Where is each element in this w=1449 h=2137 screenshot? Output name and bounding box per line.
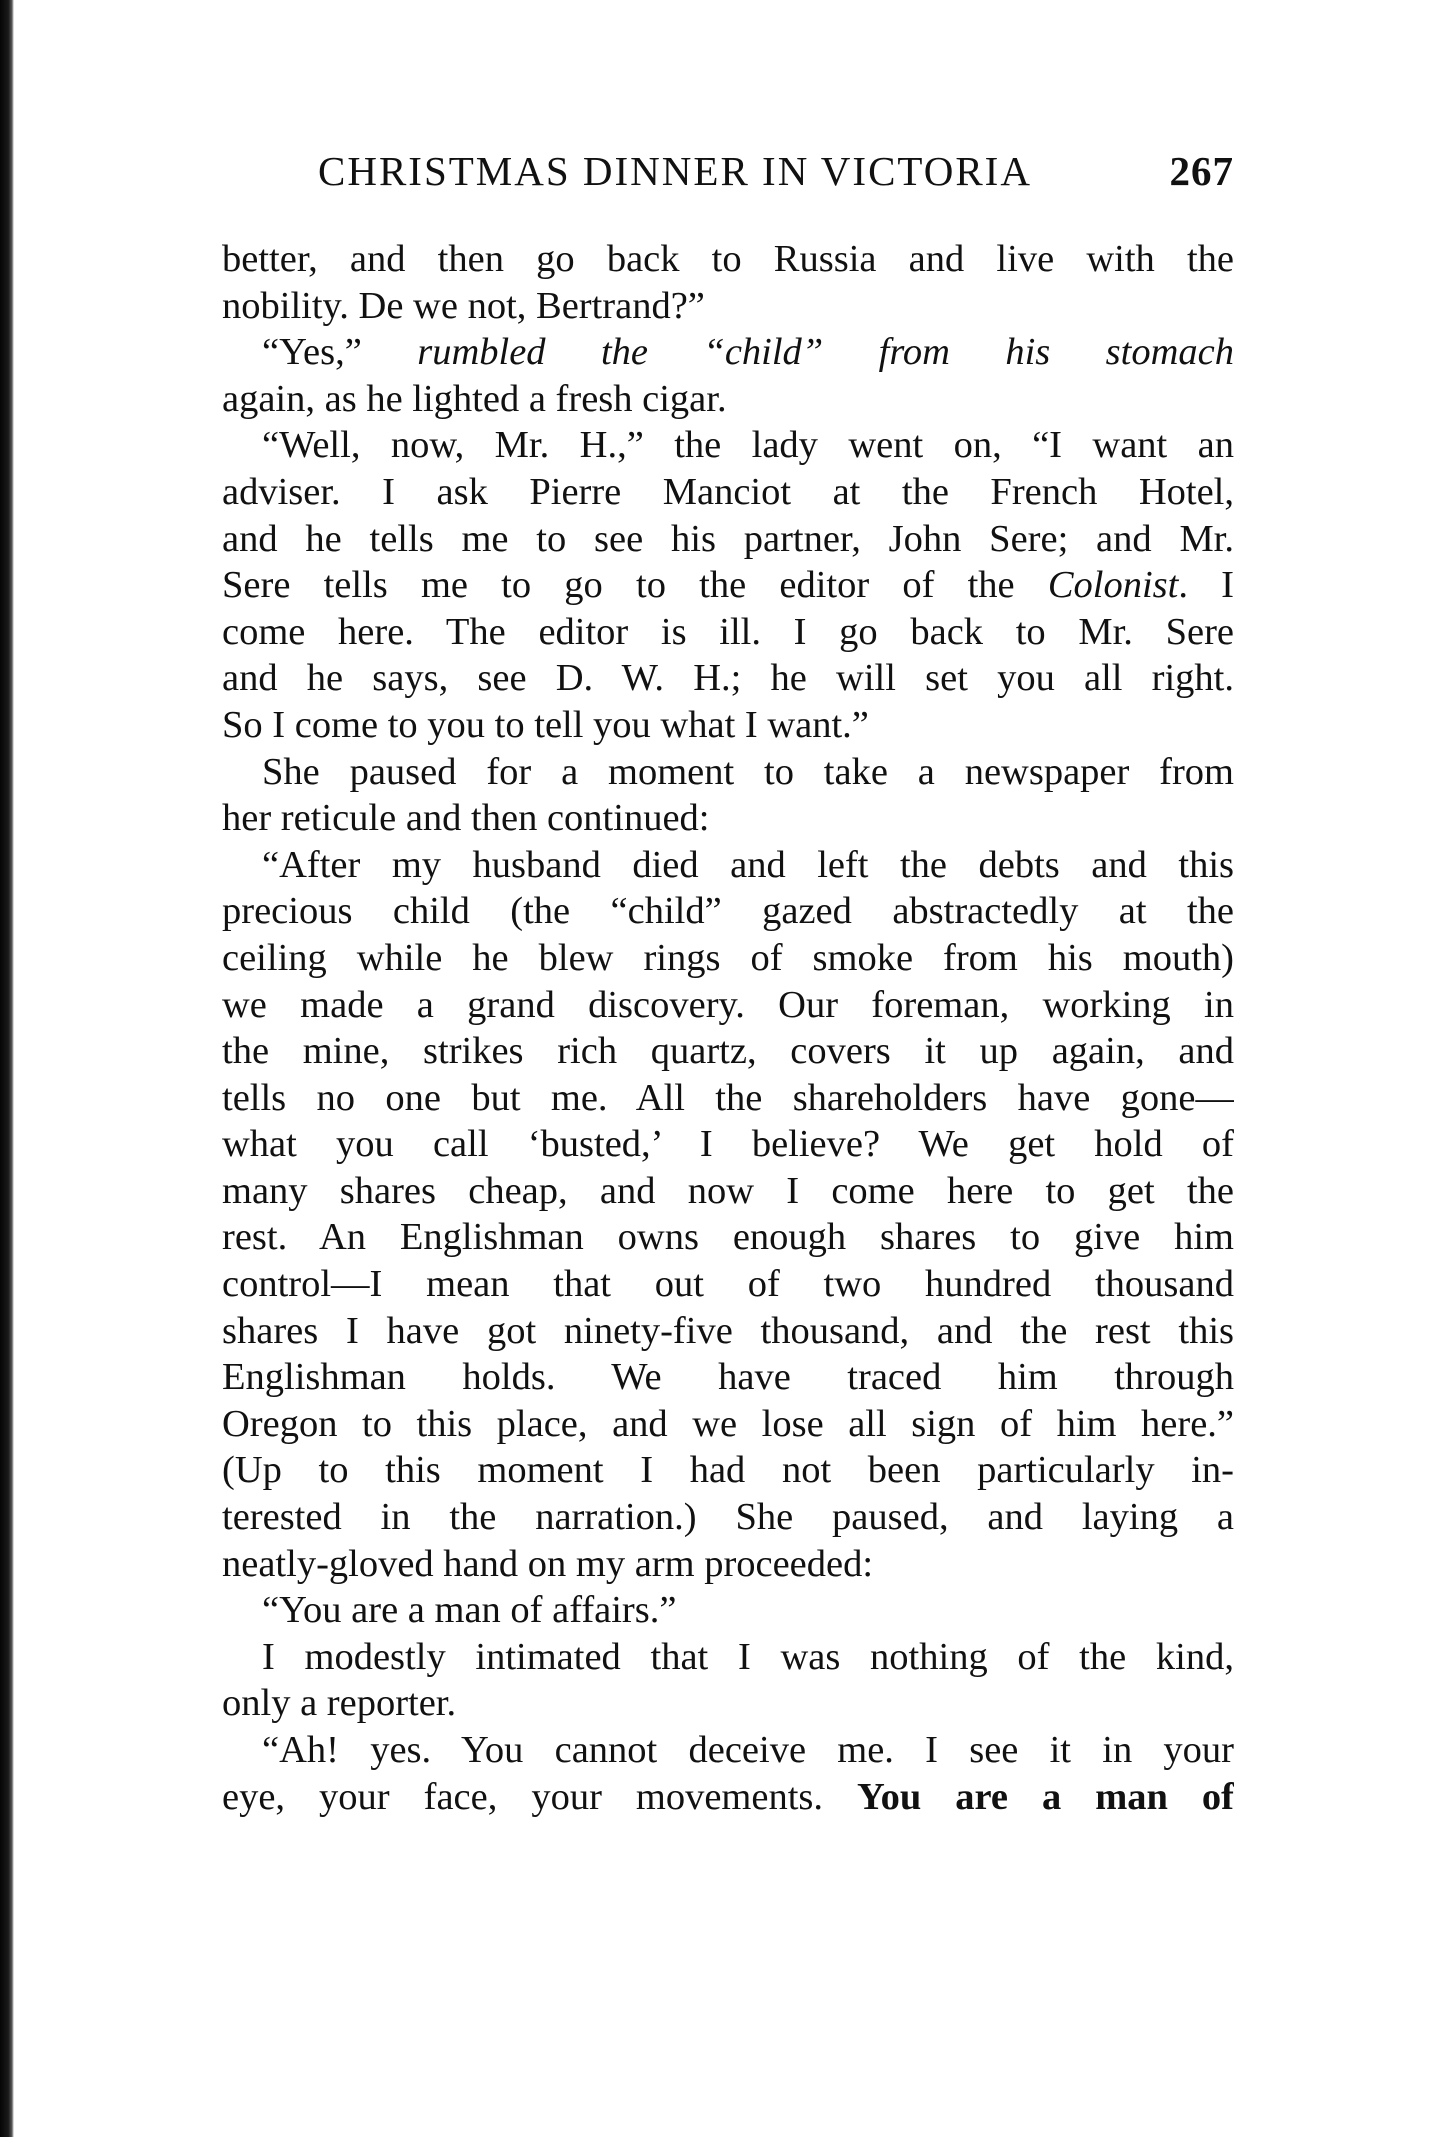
text-line: “Well, now, Mr. H.,” the lady went on, “I want an — [262, 424, 1234, 467]
text-line: Englishman holds. We have traced him through — [222, 1356, 1234, 1399]
text-line: (Up to this moment I had not been particularly in- — [222, 1449, 1234, 1492]
text-line: only a reporter. — [222, 1682, 457, 1725]
text-line: “Yes,” rumbled the “child” from his stomach — [262, 331, 1234, 374]
page-number: 267 — [1169, 148, 1234, 194]
text-line: eye, your face, your movements. You are a man of — [222, 1775, 1234, 1818]
page-binding-edge — [0, 0, 14, 2137]
text-line: shares I have got ninety-five thousand, and the rest this — [222, 1309, 1234, 1352]
running-head — [318, 146, 1234, 196]
text-line: the mine, strikes rich quartz, covers it up again, and — [222, 1030, 1234, 1073]
text-line: So I come to you to tell you what I want.” — [222, 703, 869, 746]
text-line: again, as he lighted a fresh cigar. — [222, 377, 727, 420]
text-line: terested in the narration.) She paused, and laying a — [222, 1496, 1234, 1539]
chapter-title: CHRISTMAS DINNER IN VICTORIA — [318, 148, 1032, 194]
text-line: precious child (the “child” gazed abstractedly at the — [222, 890, 1234, 933]
text-line: “You are a man of affairs.” — [262, 1589, 677, 1632]
text-line: “Ah! yes. You cannot deceive me. I see it in your — [262, 1729, 1234, 1771]
text-line: neatly-gloved hand on my arm proceeded: — [222, 1542, 874, 1585]
text-line: She paused for a moment to take a newspaper from — [262, 750, 1234, 793]
text-line: adviser. I ask Pierre Manciot at the French Hotel, — [222, 470, 1234, 513]
text-line: tells no one but me. All the shareholders have gone— — [222, 1076, 1234, 1119]
text-line: many shares cheap, and now I come here to get the — [222, 1169, 1234, 1212]
text-line: Sere tells me to go to the editor of the Colonist. I — [222, 564, 1234, 607]
text-line: come here. The editor is ill. I go back to Mr. Sere — [222, 610, 1234, 653]
text-line: and he says, see D. W. H.; he will set you all right. — [222, 657, 1234, 700]
text-line: Oregon to this place, and we lose all sign of him here.” — [222, 1402, 1234, 1445]
text-line: her reticule and then continued: — [222, 797, 710, 840]
text-line: and he tells me to see his partner, John Sere; and Mr. — [222, 517, 1234, 560]
text-line: we made a grand discovery. Our foreman, working in — [222, 983, 1234, 1026]
text-line: control—I mean that out of two hundred thousand — [222, 1263, 1234, 1306]
text-line: better, and then go back to Russia and live with the — [222, 238, 1234, 280]
text-line: what you call ‘busted,’ I believe? We get hold of — [222, 1123, 1234, 1166]
body-text — [222, 236, 1234, 1820]
text-line: I modestly intimated that I was nothing of the kind, — [262, 1635, 1234, 1678]
text-line: rest. An Englishman owns enough shares to give him — [222, 1216, 1234, 1259]
text-line: nobility. De we not, Bertrand?” — [222, 284, 705, 327]
text-line: “After my husband died and left the debts and this — [262, 843, 1234, 886]
text-line: ceiling while he blew rings of smoke from his mouth) — [222, 936, 1234, 979]
